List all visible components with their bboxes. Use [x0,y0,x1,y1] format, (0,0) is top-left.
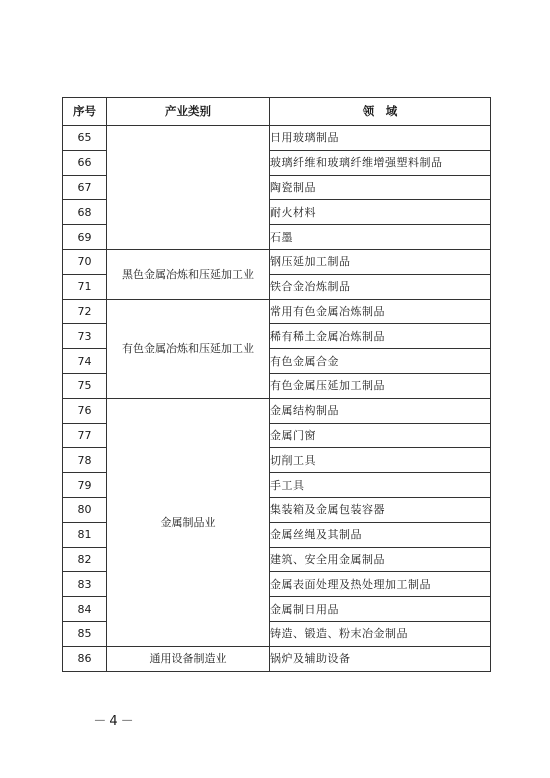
row-number: 75 [63,373,107,398]
row-number: 86 [63,646,107,671]
row-number: 65 [63,126,107,151]
row-number: 81 [63,522,107,547]
domain-cell: 稀有稀土金属冶炼制品 [270,324,491,349]
table-row [63,299,491,324]
row-number: 78 [63,448,107,473]
domain-cell: 石墨 [270,225,491,250]
row-number: 68 [63,200,107,225]
domain-cell: 建筑、安全用金属制品 [270,547,491,572]
row-number: 72 [63,299,107,324]
row-number: 67 [63,175,107,200]
domain-cell: 手工具 [270,473,491,498]
row-number: 66 [63,150,107,175]
category-cell: 有色金属冶炼和压延加工业 [107,299,270,398]
row-number: 73 [63,324,107,349]
domain-cell: 耐火材料 [270,200,491,225]
category-cell: 金属制品业 [107,398,270,646]
row-number: 85 [63,621,107,646]
category-cell: 黑色金属冶炼和压延加工业 [107,249,270,299]
domain-cell: 金属表面处理及热处理加工制品 [270,572,491,597]
domain-cell: 金属制日用品 [270,597,491,622]
domain-cell: 金属门窗 [270,423,491,448]
table-row [63,249,491,274]
row-number: 80 [63,497,107,522]
row-number: 77 [63,423,107,448]
row-number: 69 [63,225,107,250]
row-number: 71 [63,274,107,299]
table-header-row [63,98,491,126]
industry-table [62,97,491,672]
header-category: 产业类别 [107,98,270,126]
domain-cell: 钢压延加工制品 [270,249,491,274]
page-number: －4－ [93,714,137,729]
row-number: 76 [63,398,107,423]
domain-cell: 铸造、锻造、粉末冶金制品 [270,621,491,646]
table-row [63,646,491,671]
category-cell [107,126,270,250]
domain-cell: 有色金属合金 [270,349,491,374]
row-number: 82 [63,547,107,572]
row-number: 83 [63,572,107,597]
header-domain: 领 域 [270,98,491,126]
domain-cell: 铁合金冶炼制品 [270,274,491,299]
domain-cell: 切削工具 [270,448,491,473]
row-number: 79 [63,473,107,498]
domain-cell: 集装箱及金属包装容器 [270,497,491,522]
header-num: 序号 [63,98,107,126]
domain-cell: 陶瓷制品 [270,175,491,200]
row-number: 70 [63,249,107,274]
domain-cell: 金属丝绳及其制品 [270,522,491,547]
category-cell: 通用设备制造业 [107,646,270,671]
row-number: 74 [63,349,107,374]
row-number: 84 [63,597,107,622]
table-row [63,126,491,151]
domain-cell: 金属结构制品 [270,398,491,423]
domain-cell: 常用有色金属冶炼制品 [270,299,491,324]
domain-cell: 日用玻璃制品 [270,126,491,151]
domain-cell: 有色金属压延加工制品 [270,373,491,398]
table-row [63,398,491,423]
domain-cell: 锅炉及辅助设备 [270,646,491,671]
domain-cell: 玻璃纤维和玻璃纤维增强塑料制品 [270,150,491,175]
